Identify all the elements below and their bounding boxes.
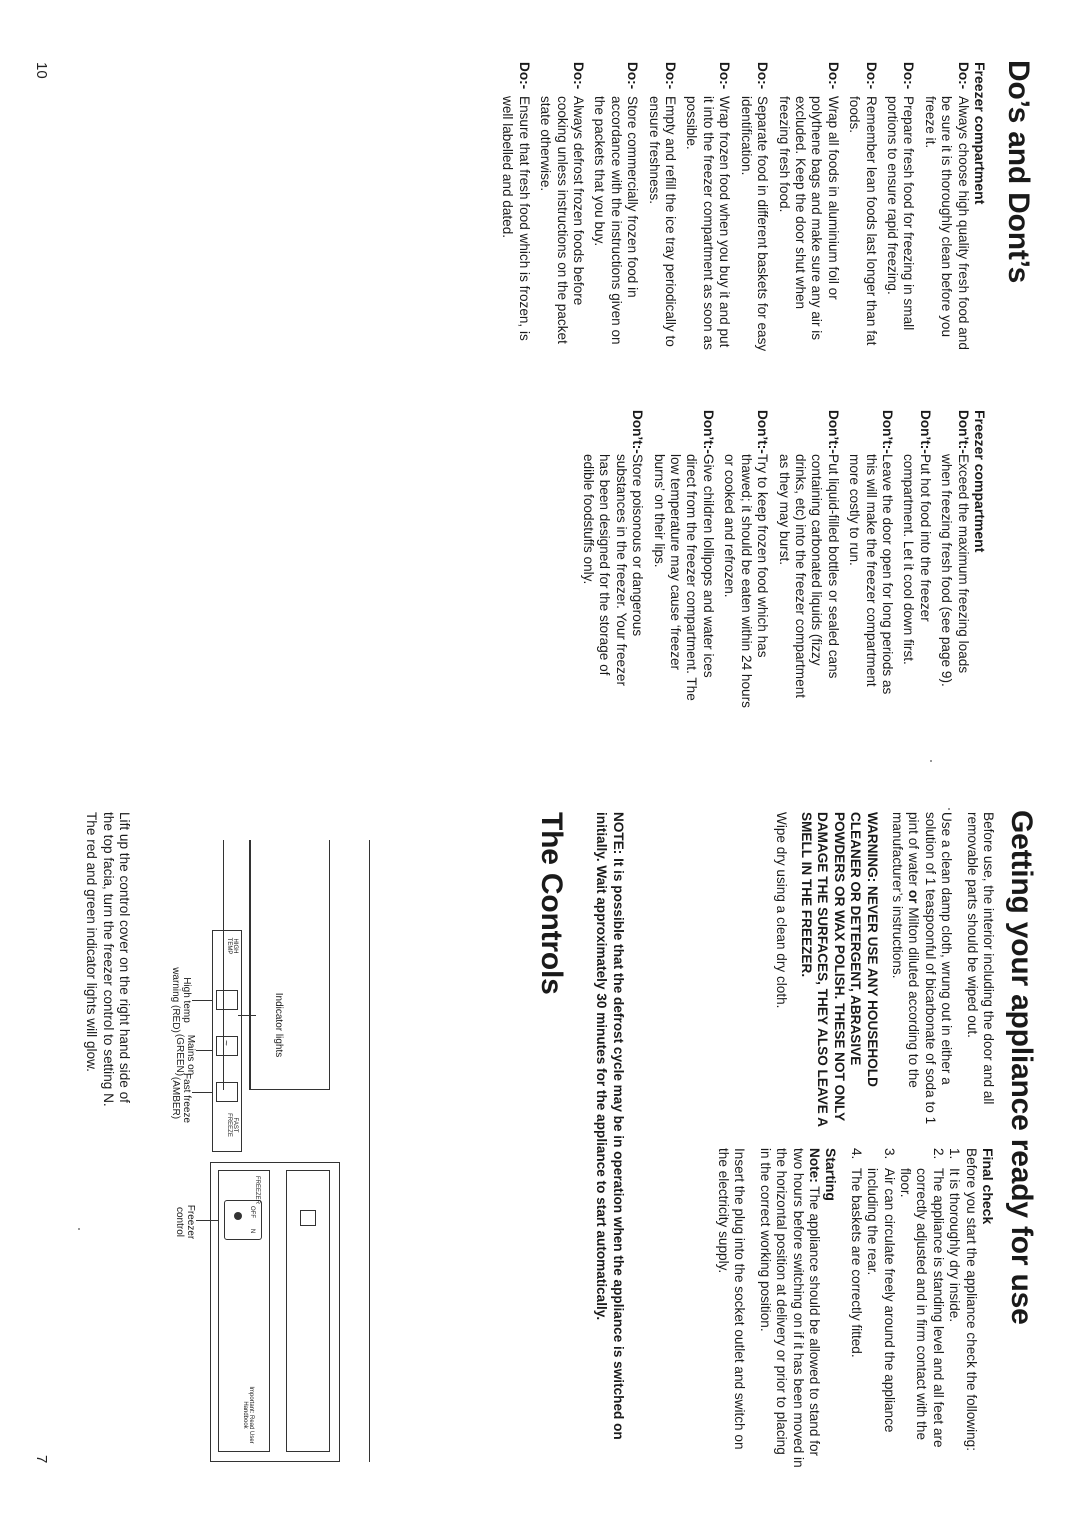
donts-tag: Don’t:-	[917, 410, 933, 454]
dos-list	[499, 62, 971, 354]
dos-text: Remember lean foods last longer than fat foods.	[847, 96, 879, 346]
dos-column	[494, 62, 988, 354]
final-check-item	[946, 1148, 962, 1468]
dos-text: Ensure that fresh food which is frozen, is well labelled and dated.	[500, 96, 532, 341]
final-check-item	[864, 1148, 897, 1468]
dos-tag: Do:-	[955, 62, 971, 90]
dos-item	[537, 62, 586, 354]
controls-instructions: Lift up the control cover on the right hand side of the top facia, turn the freezer control to setting N. The red and green indicator lights will glow.	[84, 812, 132, 1107]
donts-tag: Don’t:-	[755, 410, 771, 454]
panel-high-temp-label: HIGH TEMP	[226, 937, 238, 955]
dos-item	[499, 62, 532, 354]
leader-line	[192, 1092, 212, 1093]
dial-off-label: OFF	[249, 1206, 255, 1218]
final-check-number: 4.	[848, 1148, 864, 1160]
cleaning-text-1: Use a clean damp cloth, wrung out in either a solution of 1 teaspoonful of bicarbonate of soda to 1 pint of water	[906, 812, 955, 1125]
high-temp-label: High temp warning (RED)	[170, 967, 192, 1033]
freezer-control-dial	[224, 1200, 262, 1240]
panel-fast-freeze-label: FAST FREEZE	[226, 1113, 238, 1137]
donts-text: Put hot food into the freezer compartment. Let it cool down first.	[901, 454, 933, 665]
dos-tag: Do:-	[516, 62, 532, 90]
controls-title: The Controls	[535, 812, 568, 995]
donts-text: Store poisonous or dangerous substances in the freezer. Your freezer has been designed for the storage of edible foodstuffs only.	[581, 454, 646, 686]
cleaning-text-2: Milton diluted according to the manufacturer’s instructions.	[889, 812, 922, 1088]
dos-item	[683, 62, 732, 354]
dos-tag: Do:-	[901, 62, 917, 90]
dos-tag: Do:-	[755, 62, 771, 90]
wipe-dry-text: Wipe dry using a clean dry cloth.	[773, 812, 789, 1009]
mains-symbol-icon: ~	[220, 1040, 231, 1046]
scan-speck	[930, 760, 932, 762]
fine-print: Important: Read User Handbook	[242, 1386, 254, 1444]
cleaning-or: or	[906, 889, 922, 904]
donts-item	[580, 410, 646, 708]
dos-item	[846, 62, 879, 354]
fast-freeze-label: Fast freeze (AMBER)	[170, 1072, 192, 1124]
facia-line	[249, 840, 250, 1090]
donts-list	[580, 410, 971, 708]
final-check-text: The appliance is standing level and all feet are correctly adjusted and in firm contact with the floor.	[897, 1168, 946, 1448]
freezer-control-label: Freezer control	[174, 1204, 196, 1240]
final-check-number: 3.	[881, 1148, 897, 1160]
plug-in-text: Insert the plug into the socket outlet and switch on the electricity supply.	[715, 1148, 748, 1450]
leader-line	[238, 1015, 256, 1016]
dos-text: Always defrost frozen foods before cooking unless instructions on the packet state otherwise.	[538, 96, 587, 344]
fast-freeze-light-icon	[216, 1082, 238, 1102]
starting-note	[756, 1148, 822, 1468]
getting-ready-title: Getting your appliance ready for use	[1005, 810, 1038, 1325]
getting-ready-column-1	[763, 812, 996, 1130]
scan-speck	[948, 808, 950, 810]
mains-on-label: Mains on (GREEN)	[174, 1033, 196, 1077]
starting-note-label: Note:	[806, 1148, 822, 1183]
final-check-text: The baskets are correctly fitted.	[848, 1168, 864, 1358]
donts-tag: Don’t:-	[955, 410, 971, 454]
final-check-number: 1.	[947, 1148, 963, 1160]
donts-tag: Don’t:-	[825, 410, 841, 454]
dos-tag: Do:-	[663, 62, 679, 90]
final-check-item	[897, 1148, 946, 1468]
donts-text: Put liquid-filled bottles or sealed cans containing carbonated liquids (fizzy drinks, etc) into the freezer compartment as they may burst.	[776, 454, 841, 699]
dos-item	[591, 62, 640, 354]
donts-item	[938, 410, 971, 708]
final-check-number: 2.	[930, 1148, 946, 1160]
donts-item	[900, 410, 933, 708]
dos-text: Wrap all foods in aluminium foil or polythene bags and make sure any air is excluded. Keep the door shut when freezing fresh food.	[776, 96, 841, 341]
dos-item	[921, 62, 970, 354]
dial-freezer-label: FREEZER	[254, 1176, 260, 1205]
dial-n-label: N	[249, 1228, 255, 1234]
final-check-heading: Final check	[980, 1148, 996, 1225]
final-check-text: It is thoroughly dry inside.	[947, 1168, 963, 1323]
dos-text: Store commercially frozen food in accordance with the instructions given on the packets that you buy.	[592, 96, 641, 345]
donts-tag: Don’t:-	[879, 410, 895, 454]
dos-text: Wrap frozen food when you buy it and put it into the freezer compartment as soon as possible.	[684, 96, 733, 350]
donts-text: Try to keep frozen food which has thawed; it should be eaten within 24 hours or cooked and refrozen.	[722, 454, 771, 708]
donts-item	[846, 410, 895, 708]
dos-donts-title: Do’s and Dont’s	[1002, 60, 1035, 284]
donts-item	[721, 410, 770, 708]
dos-tag: Do:-	[625, 62, 641, 90]
scan-speck	[78, 1228, 80, 1230]
donts-item	[775, 410, 841, 708]
dos-text: Prepare fresh food for freezing in small portions to ensure rapid freezing.	[884, 96, 917, 331]
defrost-note: NOTE: It is possible that the defrost cycle may be in operation when the appliance is switched on initially. Wait approximately 30 minutes for the appliance to start automatically.	[594, 812, 626, 1440]
donts-text: Give children lollipops and water ices direct from the freezer compartment. The low temperature may cause ‘freezer burns’ on their lips.	[651, 454, 716, 701]
dos-heading: Freezer compartment	[972, 62, 988, 205]
right-page-number: 7	[33, 1455, 50, 1464]
donts-text: Exceed the maximum freezing loads when freezing fresh food (see page 9).	[939, 454, 971, 687]
dial-knob-icon	[234, 1212, 242, 1220]
final-check-text: Air can circulate freely around the appliance including the rear.	[865, 1168, 897, 1433]
dos-tag: Do:-	[717, 62, 733, 90]
dos-text: Empty and refill the ice tray periodically to ensure freshness.	[646, 96, 679, 347]
donts-tag: Don’t:-	[630, 410, 646, 454]
warning-text: WARNING: NEVER USE ANY HOUSEHOLD CLEANER OR DETERGENT, ABRASIVE POWDERS OR WAX POLISH. THESE NOT ONLY DAMAGE THE SURFACES, THEY ALSO LEAVE A SMELL IN THE FREEZER.	[798, 812, 880, 1127]
final-check-intro: Before you start the appliance check the following:	[963, 1148, 979, 1452]
donts-item	[650, 410, 716, 708]
facia-strip-left	[250, 840, 330, 1090]
leader-line	[196, 1050, 212, 1051]
final-check-item	[847, 1148, 863, 1468]
cover-latch	[300, 1210, 316, 1226]
high-temp-light-icon	[216, 990, 238, 1010]
donts-text: Leave the door open for long periods as this will make the freezer compartment more costly to run.	[847, 454, 895, 695]
dos-text: Always choose high quality fresh food and be sure it is thoroughly clean before you freeze it.	[922, 96, 971, 350]
cleaning-paragraph	[889, 812, 955, 1130]
leader-line	[196, 1220, 218, 1221]
controls-diagram	[130, 840, 460, 1470]
donts-heading: Freezer compartment	[972, 410, 988, 553]
final-check-list	[847, 1148, 962, 1468]
dos-item	[775, 62, 841, 354]
leader-line	[192, 1000, 212, 1001]
starting-note-text: The appliance should be allowed to stand for two hours before switching on if it has been moved in the horizontal position at delivery or prior to placing in the correct working position.	[757, 1148, 822, 1468]
dos-tag: Do:-	[571, 62, 587, 90]
starting-heading: Starting	[823, 1148, 840, 1201]
dos-text: Separate food in different baskets for easy identification.	[738, 96, 771, 352]
donts-column	[575, 410, 988, 708]
mains-light-icon	[216, 1036, 238, 1056]
getting-ready-column-2	[706, 1148, 997, 1468]
facia-line	[367, 840, 370, 1462]
dos-item	[884, 62, 917, 354]
dos-item	[645, 62, 678, 354]
indicator-lights-label: Indicator lights	[273, 992, 284, 1058]
dos-tag: Do:-	[863, 62, 879, 90]
dos-tag: Do:-	[825, 62, 841, 90]
donts-tag: Don’t:-	[700, 410, 716, 454]
left-page-number: 10	[33, 62, 50, 79]
dos-item	[737, 62, 770, 354]
intro-paragraph: Before use, the interior including the door and all removable parts should be wiped out.	[964, 812, 996, 1105]
